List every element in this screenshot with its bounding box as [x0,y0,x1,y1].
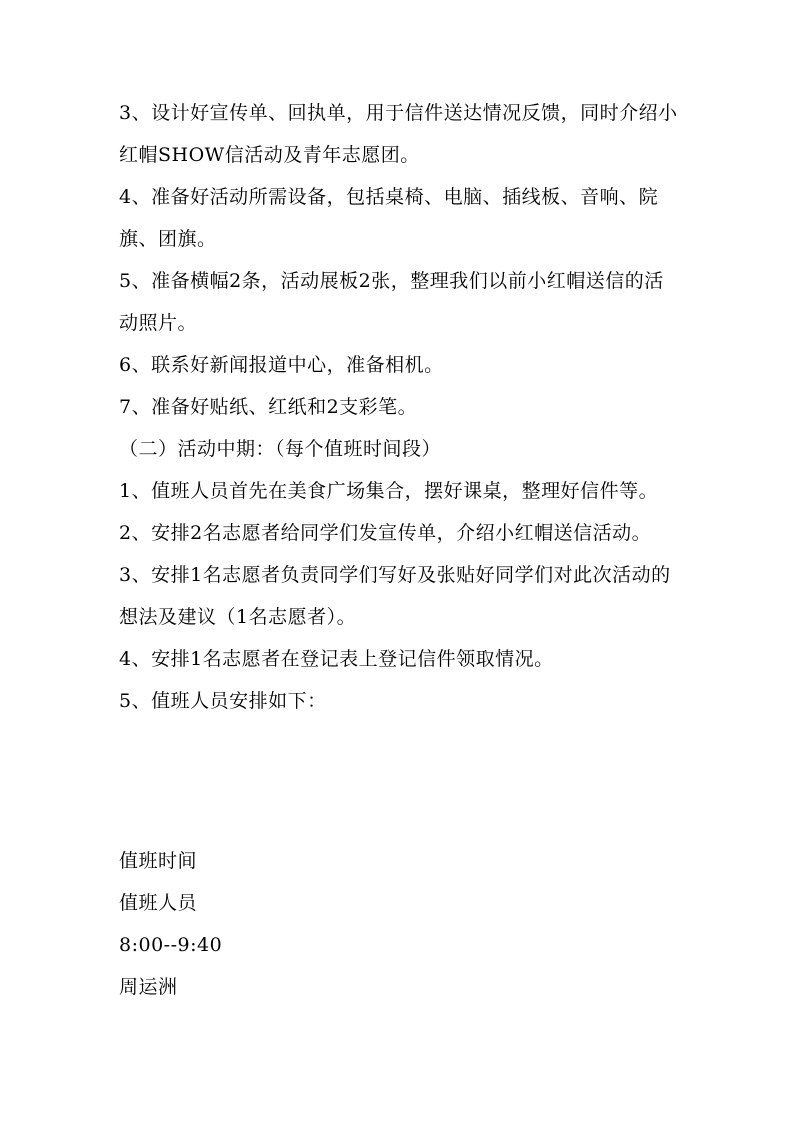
schedule-row-time: 8:00--9:40 [119,934,223,956]
document-body [119,92,679,722]
paragraph-mid-step-5: 5、值班人员安排如下： [119,690,327,712]
paragraph-step-4-equipment: 4、准备好活动所需设备，包括桌椅、电脑、插线板、音响、院旗、团旗。 [119,186,659,250]
schedule-header-time: 值班时间 [119,850,198,872]
paragraph-step-7-stationery: 7、准备好贴纸、红纸和2支彩笔。 [119,396,418,418]
section-heading-mid-phase: （二）活动中期：（每个值班时间段） [119,438,442,460]
duty-schedule [119,840,679,1008]
paragraph-mid-step-2: 2、安排2名志愿者给同学们发宣传单，介绍小红帽送信活动。 [119,522,652,544]
schedule-row-staff: 周运洲 [119,976,178,998]
paragraph-step-6-press: 6、联系好新闻报道中心，准备相机。 [119,354,444,376]
paragraph-mid-step-1: 1、值班人员首先在美食广场集合，摆好课桌，整理好信件等。 [119,480,659,502]
paragraph-step-3-flyers: 3、设计好宣传单、回执单，用于信件送达情况反馈，同时介绍小红帽SHOW信活动及青年志愿团。 [119,102,678,166]
schedule-header-staff: 值班人员 [119,892,198,914]
paragraph-mid-step-3: 3、安排1名志愿者负责同学们写好及张贴好同学们对此次活动的想法及建议（1名志愿者）。 [119,564,671,628]
paragraph-mid-step-4: 4、安排1名志愿者在登记表上登记信件领取情况。 [119,648,554,670]
paragraph-step-5-banners: 5、准备横幅2条，活动展板2张，整理我们以前小红帽送信的活动照片。 [119,270,664,334]
